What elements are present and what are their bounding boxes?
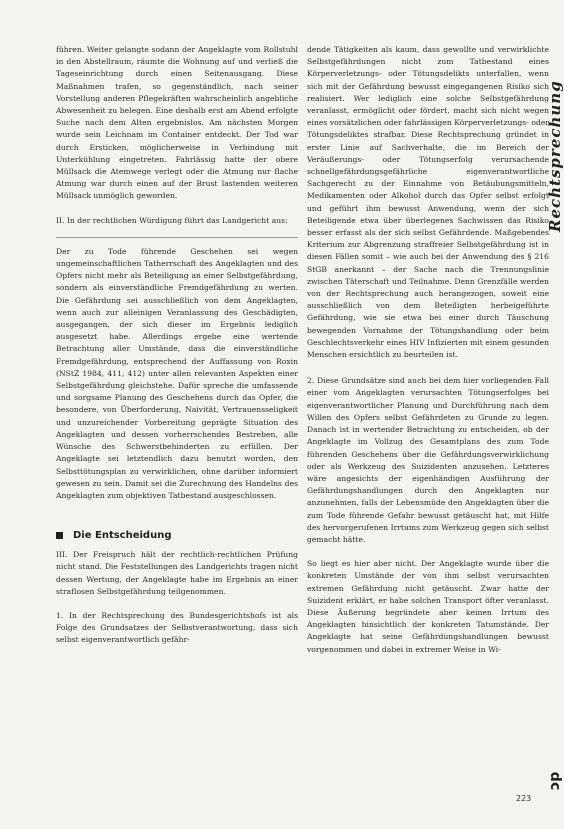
paragraph-facts-end: führen. Weiter gelangte sodann der Angeklagte vom Rollstuhl in den Abstellraum, räumte die Wohnung auf und verließ die Tageseinrichtung durch einen Seitenausgang. Diese Maßnahmen trafen, so gegenständlich, nach seiner Vorstellung anderen Pflegekräften wahrscheinlich angebliche Abwesenheit zu belegen. Eine deshalb erst am Abend erfolgte Suche nach dem Alten ergebnislos. Am nächsten Morgen wurde sein Leichnam im Container entdeckt. Der Tod war durch Ersticken, möglicherweise in Verbindung mit Unterkühlung eingetreten. Fahrlässig hatte der obere Müllsack die Atemwege verlegt oder die Atmung nur flache Atmung war durch einen auf der Brust lastenden weiteren Müllsack unmöglich geworden.: [56, 45, 298, 201]
paragraph-decision-2: 2. Diese Grundsätze sind auch bei dem hier vorliegenden Fall einer vom Angeklagten verursachten Tötungserfolges bei eigenverantwortlicher Planung und Durchführung nach dem Willen des Opfers selbst Gefährdeten zu Grunde zu legen. Danach ist in wertender Betrachtung zu entscheiden, ob der Angeklagte im Vollzug des Gesamtplans des zum Tode führenden Geschehens über die Gefährdungsverwirklichung oder als Werkzeug des Suizidenten anzusehen. Letzteres wäre angesichts der eigenhändigen Ausführung der Gefährdungshandlungen durch den Angeklagten nur anzunehmen, falls der Lebensmüde den Angeklagten über die zum Tode führende Gefahr bewusst getäuscht hat, mit Hilfe des hervorgerufenen Irrtums zum Werkzeug gegen sich selbst gemacht hätte.: [307, 376, 549, 544]
paragraph-decision-iii: III. Der Freispruch hält der rechtlich-rechtlichen Prüfung nicht stand. Die Feststellungen des Landgerichts tragen nicht dessen Wertung, der Angeklagte habe im Ergebnis an einer straflosen Selbstgefährdung teilgenommen.: [56, 550, 298, 596]
right-column: [307, 44, 549, 656]
left-column: [56, 44, 298, 647]
heading-text: Die Entscheidung: [73, 530, 172, 542]
section-heading: [56, 530, 298, 541]
section-divider: [56, 237, 298, 238]
heading-square-icon: [56, 532, 63, 539]
page-number: 223: [516, 794, 532, 803]
paragraph-legal-assessment-intro: II. In der rechtlichen Würdigung führt das Landgericht aus:: [56, 215, 288, 225]
section-label-vertical: Rechtsprechung: [546, 80, 564, 232]
paragraph-decision-1: 1. In der Rechtsprechung des Bundesgerichtshofs ist als Folge des Grundsatzes der Selbstverantwortung, dass sich selbst eigenverantwortlich gefähr-: [56, 610, 298, 645]
margin-mark-icon: ɔp: [547, 771, 563, 790]
paragraph-case-law: dende Tätigkeiten als kaum, dass gewollte und verwirklichte Selbstgefährdungen nicht zum Tatbestand eines Körperverletzungs- oder Tötungsdelikts unterfallen, wenn sich mit der Gefährdung bewusst eingegangenen Risiko sich realisiert. Wer lediglich eine solche Selbstgefährdung veranlasst, ermöglicht oder fördert, macht sich nicht wegen eines vorsätzlichen oder fahrlässigen Körperverletzungs- oder Tötungsdeliktes strafbar. Diese Rechtsprechung gründet in erster Linie auf Sachverhalte, die im Bereich der Veräußerungs- oder Tötungserfolg verursachende schnellgefährdungsgefährliche eigenverantwortliche Sachgerecht zu der Einnahme von Betäubungsmitteln, Medikamenten oder Alkohol durch das Opfer selbst erfolgt und geführt ihm bewusst Anwendung, wenn der sich Beteiligende etwa über überlegenes Sachwissen das Risiko besser erfasst als der sich selbst Gefährdende. Maßgebendes Kriterium zur Abgrenzung straffreier Selbstgefährdung ist in diesen Fällen somit – wie auch bei der Anwendung des § 216 StGB anerkannt – der Sache nach die Trennungslinie zwischen Täterschaft und Teilnahme. Denn Grenzfälle werden von der Rechtsprechung auch herangezogen, soweit eine ausschließlich von dem Beteiligten herbeigeführte Gefährdung, wie sie etwa bei einer durch Täuschung bewegenden Vornahme der Tötungshandlung oder beim Geschlechtsverkehr eines HIV Infizierten mit einem gesunden Menschen ersichtlich zu beurteilen ist.: [307, 45, 549, 360]
paragraph-lower-court-reasoning: Der zu Tode führende Geschehen sei wegen ungemeinschaftlichen Tatherrschaft des Angeklagten und des Opfers nicht mehr als Beteiligung an einer Selbstgefährdung, sondern als einverständliche Fremdgefährdung zu werten. Die Gefährdung sei ausschließlich von dem Angeklagten, wenn auch zur alleinigen Veranlassung des Geschädigten, ausgegangen, der sich dieser im Ergebnis lediglich ausgesetzt habe. Allerdings ergebe eine wertende Betrachtung aller Umstände, dass die einverständliche Fremdgefährdung, entsprechend der Auffassung von Roxin (NStZ 1984, 411, 412) unter allen relevanten Aspekten einer Selbstgefährdung gleichstehe. Dafür spreche die umfassende und sorgsame Planung des Geschehens durch das Opfer, die besondere, von Überforderung, Naivität, Vertrauensseligkeit und unzureichender Vorbereitung geprägte Situation des Angeklagten und dessen vorherrschendes Bestreben, alle Wünsche des Schwerstbehinderten zu erfüllen. Der Angeklagte sei letztendlich dazu benutzt worden, den Selbsttötungsplan zu verwirklichen, ohne darüber informiert gewesen zu sein. Damit sei die Zurechnung des Handelns des Angeklagten zum objektiven Tatbestand ausgeschlossen.: [56, 246, 298, 500]
paragraph-no-deception: So liegt es hier aber nicht. Der Angeklagte wurde über die konkreten Umstände der von ihm selbst verursachten extremen Gefährdung nicht getäuscht. Zwar hatte der Suizident erklärt, er habe solchen Transport öfter veranlasst. Diese Äußerung begründete aber keinen Irrtum des Angeklagten hinsichtlich der konkreten Tatumstände. Der Angeklagte hat seine Gefährdungshandlungen bewusst vorgenommen und dabei in extremer Weise in Wi-: [307, 559, 549, 654]
